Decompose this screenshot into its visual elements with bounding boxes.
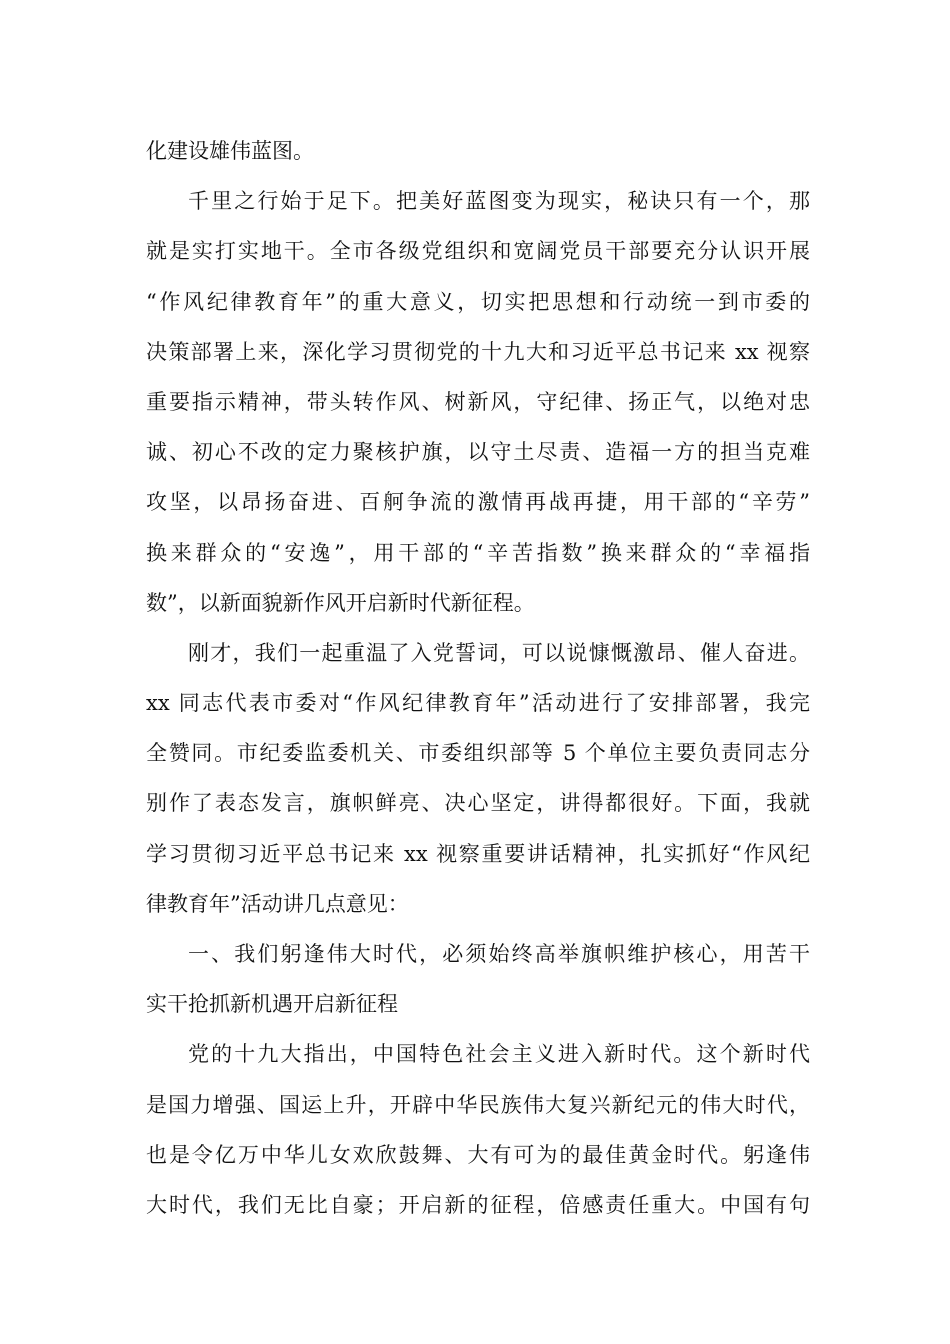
text-line: 刚才，我们一起重温了入党誓词，可以说慷慨激昂、催人奋进。 xyxy=(188,640,810,665)
text-line: 重要指示精神，带头转作风、树新风，守纪律、扬正气，以绝对忠 xyxy=(146,389,810,414)
text-line: 别作了表态发言，旗帜鲜亮、决心坚定，讲得都很好。下面，我就 xyxy=(146,791,810,816)
text-line: “作风纪律教育年”的重大意义，切实把思想和行动统一到市委的 xyxy=(146,289,810,314)
text-line: 决策部署上来，深化学习贯彻党的十九大和习近平总书记来 xx 视察 xyxy=(146,339,810,364)
text-line: 是国力增强、国运上升，开辟中华民族伟大复兴新纪元的伟大时代， xyxy=(146,1092,810,1117)
text-line: 全赞同。市纪委监委机关、市委组织部等 5 个单位主要负责同志分 xyxy=(146,741,810,766)
text-line: xx 同志代表市委对“作风纪律教育年”活动进行了安排部署，我完 xyxy=(146,691,810,716)
text-line: 大时代，我们无比自豪；开启新的征程，倍感责任重大。中国有句 xyxy=(146,1192,810,1217)
text-line: 数”，以新面貌新作风开启新时代新征程。 xyxy=(146,590,535,615)
document-body xyxy=(146,126,810,1230)
text-line: 就是实打实地干。全市各级党组织和宽阔党员干部要充分认识开展 xyxy=(146,239,810,264)
section-heading-line: 实干抢抓新机遇开启新征程 xyxy=(146,992,398,1017)
text-line: 千里之行始于足下。把美好蓝图变为现实，秘诀只有一个，那 xyxy=(188,189,810,214)
text-line: 也是令亿万中华儿女欢欣鼓舞、大有可为的最佳黄金时代。躬逢伟 xyxy=(146,1142,810,1167)
text-line: 诚、初心不改的定力聚核护旗，以守土尽责、造福一方的担当克难 xyxy=(146,440,810,465)
text-line: 化建设雄伟蓝图。 xyxy=(146,139,314,163)
text-line: 党的十九大指出，中国特色社会主义进入新时代。这个新时代 xyxy=(188,1042,810,1067)
text-line: 律教育年”活动讲几点意见： xyxy=(146,891,409,916)
text-line: 学习贯彻习近平总书记来 xx 视察重要讲话精神，扎实抓好“作风纪 xyxy=(146,841,810,866)
section-heading-line: 一、我们躬逢伟大时代，必须始终高举旗帜维护核心，用苦干 xyxy=(188,942,810,966)
text-line: 换来群众的“安逸”，用干部的“辛苦指数”换来群众的“幸福指 xyxy=(146,540,810,565)
text-line: 攻坚，以昂扬奋进、百舸争流的激情再战再捷，用干部的“辛劳” xyxy=(146,490,810,515)
